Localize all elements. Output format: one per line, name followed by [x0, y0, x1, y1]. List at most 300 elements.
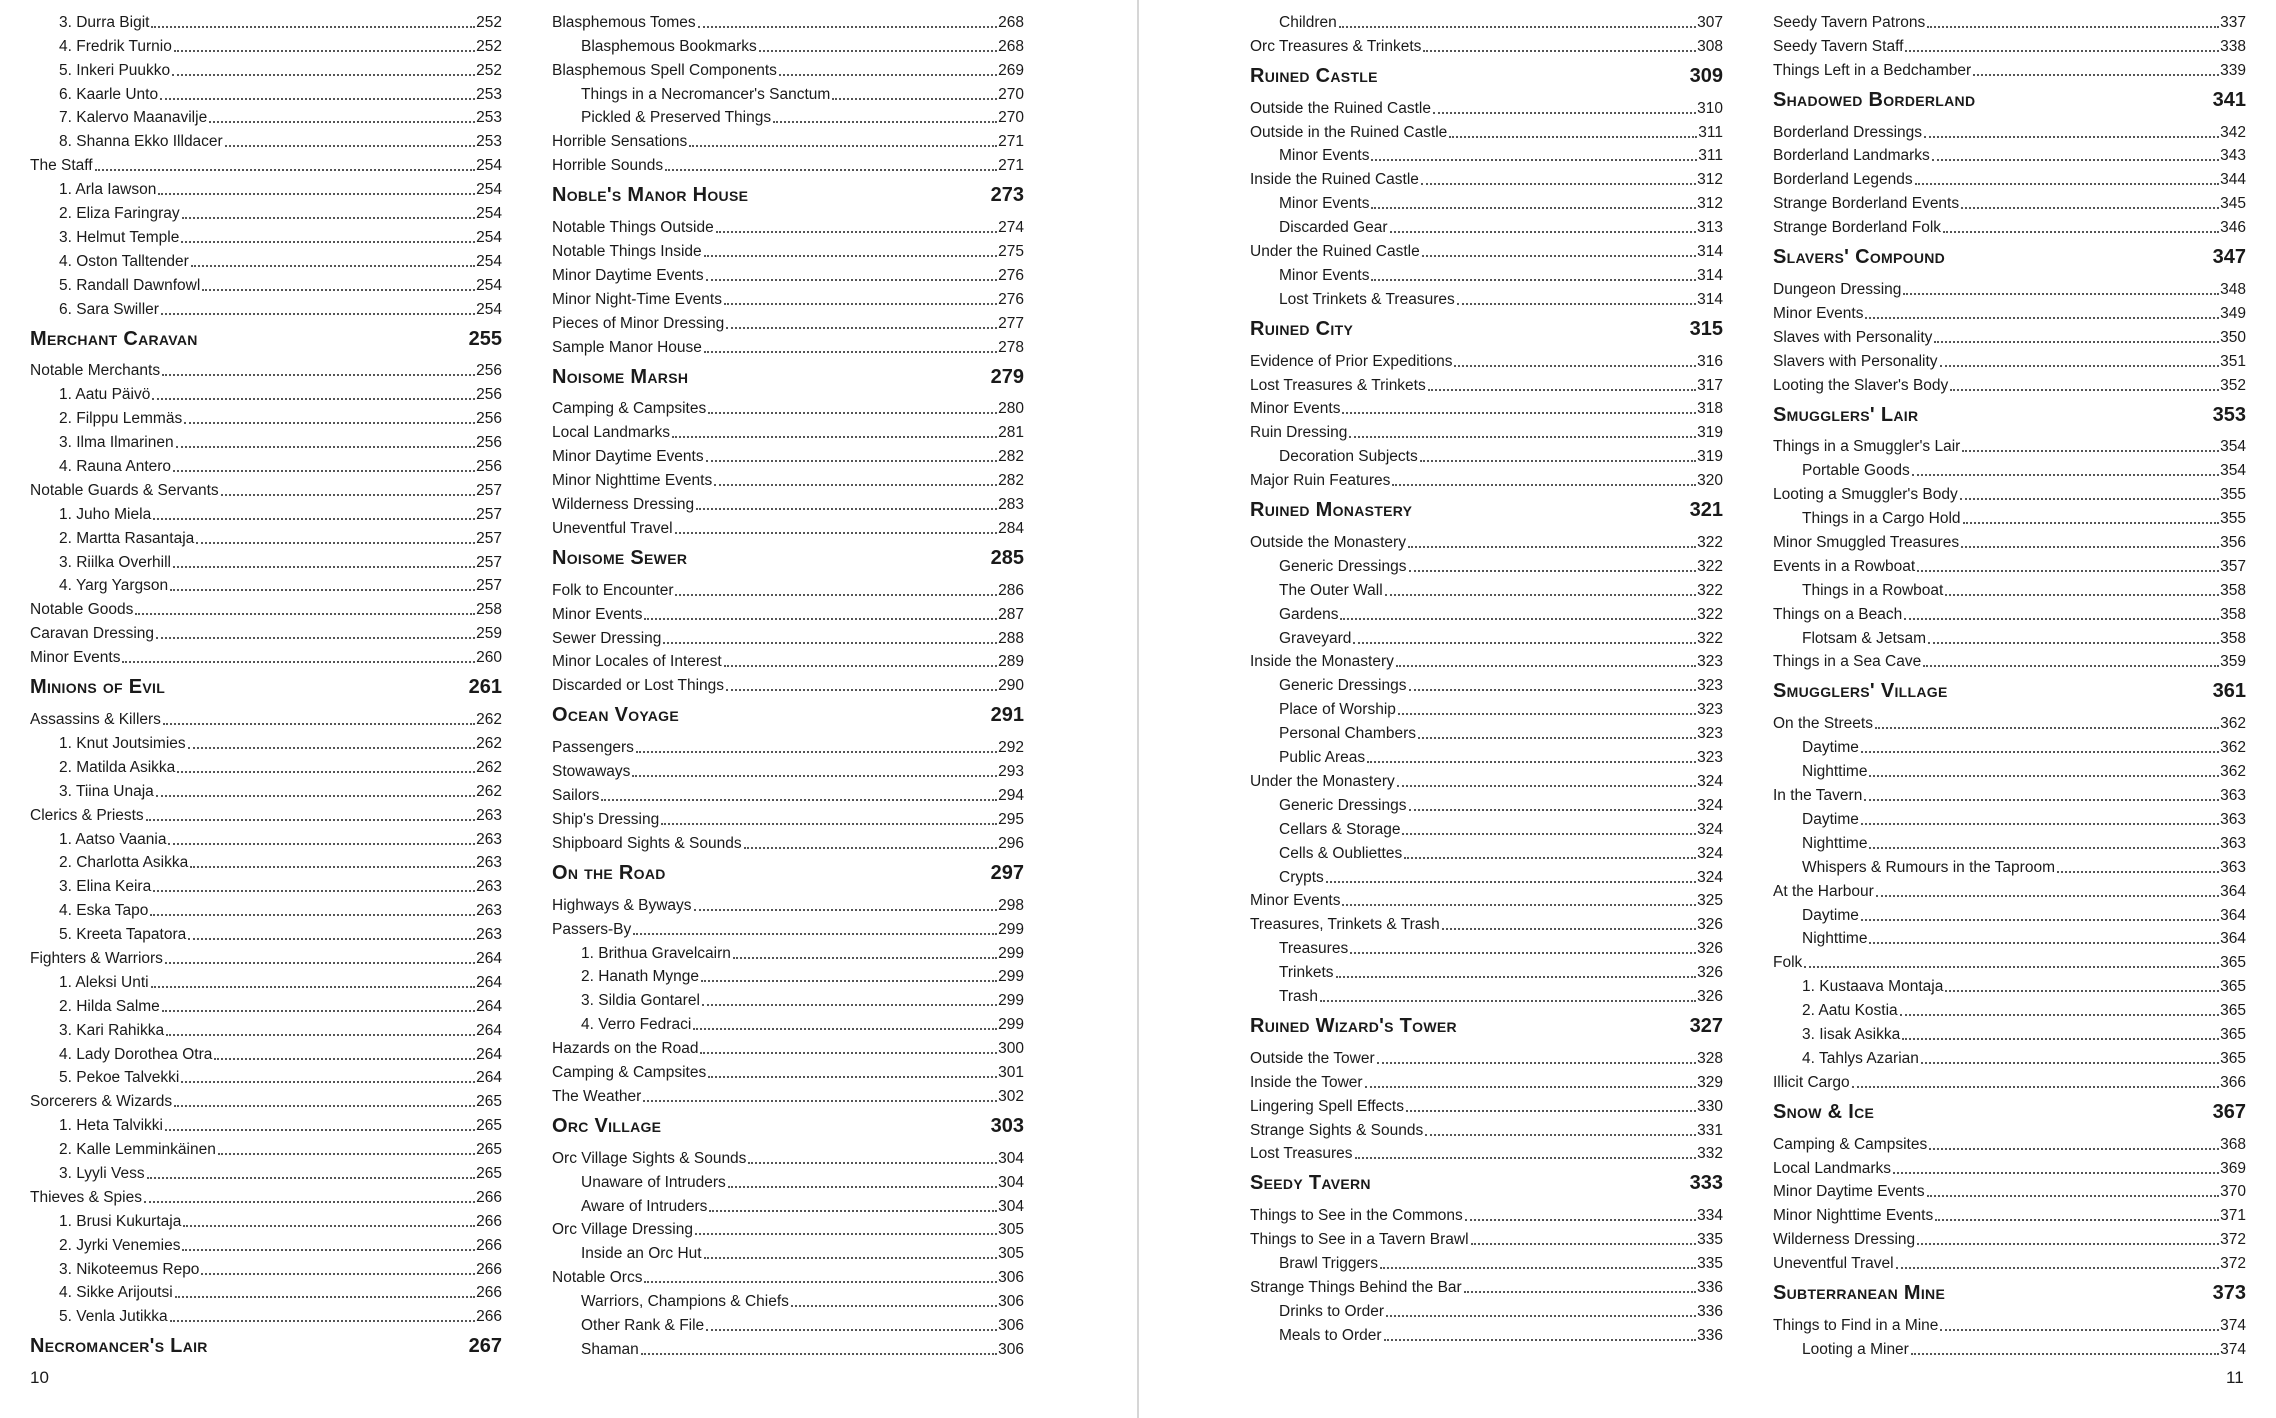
entry-page-number: 265 — [476, 1093, 502, 1111]
toc-subentry[interactable] — [1250, 840, 1723, 864]
entry-page-number: 326 — [1697, 940, 1723, 958]
toc-subentry[interactable] — [552, 940, 1024, 964]
dot-leader — [693, 1028, 997, 1030]
toc-entry[interactable] — [1773, 1155, 2246, 1179]
entry-page-number: 257 — [476, 553, 502, 571]
toc-subentry[interactable] — [30, 525, 502, 549]
entry-title: 6. Sara Swiller — [59, 300, 159, 318]
toc-subentry[interactable] — [1773, 854, 2246, 878]
toc-entry[interactable] — [1773, 372, 2246, 396]
dot-leader — [695, 1233, 997, 1235]
toc-subentry[interactable] — [30, 429, 502, 453]
dot-leader — [1442, 928, 1696, 930]
entry-title: Passers-By — [552, 920, 632, 938]
toc-subentry[interactable] — [30, 224, 502, 248]
toc-entry[interactable] — [552, 491, 1024, 515]
toc-entry[interactable] — [1250, 419, 1723, 443]
toc-subentry[interactable] — [30, 405, 502, 429]
entry-page-number: 323 — [1697, 677, 1723, 695]
toc-subentry[interactable] — [552, 1169, 1024, 1193]
toc-entry[interactable] — [1773, 276, 2246, 300]
toc-entry[interactable] — [1773, 1202, 2246, 1226]
toc-entry[interactable] — [1250, 166, 1723, 190]
toc-subentry[interactable] — [30, 730, 502, 754]
entry-title: Clerics & Priests — [30, 806, 144, 824]
toc-subentry[interactable] — [1250, 143, 1723, 167]
toc-entry[interactable] — [552, 128, 1024, 152]
toc-subentry[interactable] — [30, 1112, 502, 1136]
section-page-number: 309 — [1689, 64, 1723, 87]
toc-subentry[interactable] — [1250, 816, 1723, 840]
entry-title: Minor Daytime Events — [552, 266, 704, 284]
toc-subentry[interactable] — [1250, 696, 1723, 720]
toc-entry[interactable] — [1773, 434, 2246, 458]
toc-entry[interactable] — [552, 9, 1024, 33]
dot-leader — [172, 74, 475, 76]
dot-leader — [1421, 183, 1696, 185]
toc-entry[interactable] — [552, 1264, 1024, 1288]
toc-entry[interactable] — [1773, 214, 2246, 238]
entry-page-number: 252 — [476, 61, 502, 79]
toc-entry[interactable] — [1250, 1274, 1723, 1298]
toc-entry[interactable] — [1773, 1226, 2246, 1250]
toc-entry[interactable] — [552, 152, 1024, 176]
toc-subentry[interactable] — [30, 573, 502, 597]
toc-entry[interactable] — [1250, 372, 1723, 396]
toc-entry[interactable] — [1773, 1312, 2246, 1336]
entry-page-number: 352 — [2220, 376, 2246, 394]
toc-entry[interactable] — [1773, 481, 2246, 505]
toc-entry[interactable] — [552, 214, 1024, 238]
toc-section-heading[interactable] — [1773, 1277, 2246, 1310]
entry-page-number: 365 — [2220, 954, 2246, 972]
entry-title: 3. Kari Rahikka — [59, 1021, 165, 1039]
toc-entry[interactable] — [30, 945, 502, 969]
toc-entry[interactable] — [1773, 1179, 2246, 1203]
toc-section-heading[interactable] — [552, 1110, 1024, 1143]
toc-subentry[interactable] — [1250, 792, 1723, 816]
toc-entry[interactable] — [30, 152, 502, 176]
toc-entry[interactable] — [552, 625, 1024, 649]
toc-entry[interactable] — [552, 649, 1024, 673]
toc-entry[interactable] — [1250, 119, 1723, 143]
dot-leader — [1425, 1134, 1696, 1136]
entry-title: Evidence of Prior Expeditions — [1250, 352, 1453, 370]
entry-title: 2. Aatu Kostia — [1802, 1002, 1898, 1020]
toc-subentry[interactable] — [1773, 806, 2246, 830]
toc-subentry[interactable] — [30, 128, 502, 152]
toc-entry[interactable] — [1773, 1069, 2246, 1093]
entry-page-number: 269 — [998, 61, 1024, 79]
toc-entry[interactable] — [1773, 300, 2246, 324]
toc-subentry[interactable] — [1250, 262, 1723, 286]
dot-leader — [1929, 1148, 2219, 1150]
dot-leader — [700, 1052, 997, 1054]
entry-page-number: 263 — [476, 902, 502, 920]
toc-subentry[interactable] — [30, 1256, 502, 1280]
toc-subentry[interactable] — [30, 1208, 502, 1232]
toc-entry[interactable] — [1773, 1131, 2246, 1155]
toc-subentry[interactable] — [552, 1240, 1024, 1264]
toc-subentry[interactable] — [1250, 601, 1723, 625]
entry-page-number: 283 — [998, 496, 1024, 514]
section-title: Ocean Voyage — [552, 704, 680, 727]
entry-page-number: 363 — [2220, 834, 2246, 852]
toc-entry[interactable] — [1250, 1069, 1723, 1093]
toc-subentry[interactable] — [1773, 625, 2246, 649]
entry-page-number: 365 — [2220, 1002, 2246, 1020]
toc-subentry[interactable] — [552, 1011, 1024, 1035]
entry-title: 8. Shanna Ekko Illdacer — [59, 133, 223, 151]
toc-entry[interactable] — [552, 57, 1024, 81]
toc-entry[interactable] — [1250, 33, 1723, 57]
toc-subentry[interactable] — [1773, 577, 2246, 601]
dot-leader — [168, 843, 475, 845]
toc-entry[interactable] — [1773, 57, 2246, 81]
entry-title: 1. Aatso Vaania — [59, 830, 167, 848]
toc-subentry[interactable] — [1250, 720, 1723, 744]
toc-subentry[interactable] — [30, 248, 502, 272]
entry-title: Sample Manor House — [552, 338, 702, 356]
toc-entry[interactable] — [30, 358, 502, 382]
toc-subentry[interactable] — [30, 81, 502, 105]
toc-section-heading[interactable] — [1250, 494, 1723, 527]
toc-subentry[interactable] — [552, 1288, 1024, 1312]
toc-entry[interactable] — [1773, 324, 2246, 348]
dot-leader — [1349, 436, 1696, 438]
toc-subentry[interactable] — [1250, 553, 1723, 577]
section-title: Ruined City — [1250, 317, 1354, 340]
toc-section-heading[interactable] — [30, 1330, 502, 1363]
toc-section-heading[interactable] — [1250, 1167, 1723, 1200]
toc-subentry[interactable] — [1773, 973, 2246, 997]
toc-entry[interactable] — [552, 262, 1024, 286]
toc-subentry[interactable] — [30, 826, 502, 850]
dot-leader — [144, 1201, 475, 1203]
toc-entry[interactable] — [1250, 95, 1723, 119]
entry-title: Nighttime — [1802, 834, 1868, 852]
toc-subentry[interactable] — [30, 33, 502, 57]
toc-entry[interactable] — [30, 596, 502, 620]
toc-subentry[interactable] — [1250, 744, 1723, 768]
dot-leader — [151, 26, 475, 28]
toc-entry[interactable] — [1250, 888, 1723, 912]
toc-section-heading[interactable] — [1773, 675, 2246, 708]
entry-page-number: 266 — [476, 1260, 502, 1278]
toc-subentry[interactable] — [552, 964, 1024, 988]
dot-leader — [175, 1296, 475, 1298]
toc-subentry[interactable] — [30, 1017, 502, 1041]
toc-subentry[interactable] — [30, 1160, 502, 1184]
toc-subentry[interactable] — [1773, 758, 2246, 782]
dot-leader — [1371, 207, 1696, 209]
toc-subentry[interactable] — [1250, 935, 1723, 959]
toc-entry[interactable] — [552, 334, 1024, 358]
dot-leader — [1852, 1086, 2219, 1088]
toc-section-heading[interactable] — [1773, 1096, 2246, 1129]
entry-page-number: 293 — [998, 763, 1024, 781]
toc-entry[interactable] — [1250, 1226, 1723, 1250]
toc-entry[interactable] — [30, 1184, 502, 1208]
toc-section-heading[interactable] — [30, 671, 502, 704]
entry-title: 2. Hanath Mynge — [581, 968, 700, 986]
entry-title: Personal Chambers — [1279, 725, 1416, 743]
toc-subentry[interactable] — [30, 1280, 502, 1304]
toc-entry[interactable] — [552, 1035, 1024, 1059]
entry-page-number: 306 — [998, 1293, 1024, 1311]
toc-subentry[interactable] — [30, 105, 502, 129]
toc-section-heading[interactable] — [552, 699, 1024, 732]
entry-page-number: 370 — [2220, 1183, 2246, 1201]
toc-subentry[interactable] — [30, 296, 502, 320]
toc-entry[interactable] — [1773, 529, 2246, 553]
toc-subentry[interactable] — [1250, 443, 1723, 467]
toc-section-heading[interactable] — [552, 179, 1024, 212]
toc-entry[interactable] — [1773, 1250, 2246, 1274]
toc-entry[interactable] — [1773, 166, 2246, 190]
toc-entry[interactable] — [1773, 119, 2246, 143]
toc-entry[interactable] — [1773, 553, 2246, 577]
entry-page-number: 346 — [2220, 219, 2246, 237]
toc-entry[interactable] — [552, 286, 1024, 310]
toc-entry[interactable] — [30, 802, 502, 826]
toc-subentry[interactable] — [1250, 1298, 1723, 1322]
toc-subentry[interactable] — [30, 993, 502, 1017]
toc-subentry[interactable] — [30, 897, 502, 921]
toc-subentry[interactable] — [1773, 505, 2246, 529]
toc-subentry[interactable] — [30, 873, 502, 897]
toc-entry[interactable] — [1773, 649, 2246, 673]
toc-subentry[interactable] — [30, 549, 502, 573]
toc-entry[interactable] — [1250, 768, 1723, 792]
toc-subentry[interactable] — [30, 1303, 502, 1327]
toc-entry[interactable] — [552, 577, 1024, 601]
toc-subentry[interactable] — [30, 921, 502, 945]
toc-subentry[interactable] — [1773, 457, 2246, 481]
entry-title: 5. Inkeri Puukko — [59, 61, 171, 79]
toc-entry[interactable] — [30, 706, 502, 730]
dot-leader — [1945, 990, 2219, 992]
entry-title: Meals to Order — [1279, 1326, 1382, 1344]
entry-page-number: 270 — [998, 109, 1024, 127]
toc-entry[interactable] — [1773, 878, 2246, 902]
entry-page-number: 336 — [1697, 1326, 1723, 1344]
toc-entry[interactable] — [552, 1217, 1024, 1241]
toc-subentry[interactable] — [552, 33, 1024, 57]
toc-entry[interactable] — [1250, 1202, 1723, 1226]
toc-subentry[interactable] — [1773, 734, 2246, 758]
toc-entry[interactable] — [552, 601, 1024, 625]
entry-page-number: 268 — [998, 13, 1024, 31]
toc-entry[interactable] — [552, 467, 1024, 491]
toc-entry[interactable] — [1250, 1141, 1723, 1165]
entry-page-number: 254 — [476, 181, 502, 199]
toc-entry[interactable] — [1773, 33, 2246, 57]
entry-title: Under the Ruined Castle — [1250, 243, 1420, 261]
toc-subentry[interactable] — [1773, 997, 2246, 1021]
entry-title: Strange Borderland Folk — [1773, 219, 1942, 237]
toc-section-heading[interactable] — [552, 361, 1024, 394]
toc-subentry[interactable] — [552, 987, 1024, 1011]
toc-entry[interactable] — [552, 830, 1024, 854]
toc-entry[interactable] — [552, 806, 1024, 830]
toc-subentry[interactable] — [1773, 1021, 2246, 1045]
entry-title: 4. Rauna Antero — [59, 458, 172, 476]
toc-subentry[interactable] — [552, 81, 1024, 105]
toc-section-heading[interactable] — [1250, 313, 1723, 346]
toc-entry[interactable] — [552, 734, 1024, 758]
toc-subentry[interactable] — [1250, 214, 1723, 238]
entry-page-number: 258 — [476, 601, 502, 619]
toc-subentry[interactable] — [1250, 1250, 1723, 1274]
toc-subentry[interactable] — [30, 9, 502, 33]
toc-subentry[interactable] — [30, 272, 502, 296]
entry-page-number: 263 — [476, 926, 502, 944]
toc-subentry[interactable] — [1250, 9, 1723, 33]
toc-subentry[interactable] — [552, 1336, 1024, 1360]
toc-entry[interactable] — [1250, 649, 1723, 673]
toc-subentry[interactable] — [30, 176, 502, 200]
toc-subentry[interactable] — [1250, 983, 1723, 1007]
toc-entry[interactable] — [30, 1088, 502, 1112]
entry-page-number: 345 — [2220, 195, 2246, 213]
toc-subentry[interactable] — [1773, 830, 2246, 854]
toc-entry[interactable] — [552, 1145, 1024, 1169]
toc-entry[interactable] — [552, 1083, 1024, 1107]
toc-entry[interactable] — [1773, 348, 2246, 372]
entry-page-number: 323 — [1697, 653, 1723, 671]
toc-entry[interactable] — [1773, 782, 2246, 806]
toc-subentry[interactable] — [30, 501, 502, 525]
toc-entry[interactable] — [30, 477, 502, 501]
toc-entry[interactable] — [30, 644, 502, 668]
toc-subentry[interactable] — [30, 1065, 502, 1089]
toc-subentry[interactable] — [30, 1136, 502, 1160]
entry-page-number: 362 — [2220, 763, 2246, 781]
dot-leader — [1420, 460, 1696, 462]
dot-leader — [135, 613, 475, 615]
toc-section-heading[interactable] — [552, 857, 1024, 890]
toc-subentry[interactable] — [30, 453, 502, 477]
dot-leader — [153, 890, 475, 892]
toc-section-heading[interactable] — [552, 542, 1024, 575]
toc-section-heading[interactable] — [1773, 84, 2246, 117]
entry-page-number: 276 — [998, 266, 1024, 284]
toc-section-heading[interactable] — [1250, 60, 1723, 93]
toc-entry[interactable] — [1773, 710, 2246, 734]
toc-entry[interactable] — [1773, 601, 2246, 625]
toc-subentry[interactable] — [30, 1041, 502, 1065]
toc-entry[interactable] — [1773, 143, 2246, 167]
toc-entry[interactable] — [1250, 529, 1723, 553]
dot-leader — [696, 508, 997, 510]
toc-section-heading[interactable] — [1250, 1010, 1723, 1043]
toc-subentry[interactable] — [1250, 577, 1723, 601]
entry-title: Seedy Tavern Staff — [1773, 37, 1904, 55]
toc-entry[interactable] — [1773, 190, 2246, 214]
toc-entry[interactable] — [1250, 238, 1723, 262]
toc-subentry[interactable] — [1250, 864, 1723, 888]
entry-title: Orc Village Sights & Sounds — [552, 1149, 747, 1167]
toc-subentry[interactable] — [1773, 1045, 2246, 1069]
toc-entry[interactable] — [552, 443, 1024, 467]
toc-subentry[interactable] — [30, 1232, 502, 1256]
toc-entry[interactable] — [552, 310, 1024, 334]
entry-page-number: 282 — [998, 448, 1024, 466]
toc-subentry[interactable] — [1773, 926, 2246, 950]
toc-subentry[interactable] — [30, 969, 502, 993]
toc-entry[interactable] — [1773, 949, 2246, 973]
entry-page-number: 271 — [998, 133, 1024, 151]
dot-leader — [1433, 112, 1696, 114]
toc-entry[interactable] — [552, 758, 1024, 782]
toc-entry[interactable] — [1250, 467, 1723, 491]
toc-subentry[interactable] — [1250, 1322, 1723, 1346]
entry-title: 3. Nikoteemus Repo — [59, 1260, 200, 1278]
toc-entry[interactable] — [1250, 1117, 1723, 1141]
toc-entry[interactable] — [1250, 1045, 1723, 1069]
toc-subentry[interactable] — [1250, 959, 1723, 983]
toc-subentry[interactable] — [552, 105, 1024, 129]
entry-page-number: 292 — [998, 739, 1024, 757]
entry-title: Local Landmarks — [1773, 1159, 1892, 1177]
toc-entry[interactable] — [1250, 911, 1723, 935]
toc-entry[interactable] — [30, 620, 502, 644]
entry-page-number: 349 — [2220, 304, 2246, 322]
entry-page-number: 253 — [476, 85, 502, 103]
toc-subentry[interactable] — [1250, 625, 1723, 649]
toc-subentry[interactable] — [1773, 1336, 2246, 1360]
toc-subentry[interactable] — [30, 57, 502, 81]
toc-section-heading[interactable] — [1773, 399, 2246, 432]
toc-subentry[interactable] — [1773, 902, 2246, 926]
toc-entry[interactable] — [1773, 9, 2246, 33]
entry-page-number: 319 — [1697, 424, 1723, 442]
toc-entry[interactable] — [552, 515, 1024, 539]
toc-subentry[interactable] — [30, 200, 502, 224]
entry-page-number: 306 — [998, 1269, 1024, 1287]
toc-subentry[interactable] — [1250, 286, 1723, 310]
toc-subentry[interactable] — [30, 381, 502, 405]
toc-entry[interactable] — [552, 916, 1024, 940]
toc-entry[interactable] — [1250, 1093, 1723, 1117]
dot-leader — [1911, 1353, 2219, 1355]
toc-section-heading[interactable] — [30, 323, 502, 356]
toc-subentry[interactable] — [1250, 672, 1723, 696]
toc-entry[interactable] — [552, 238, 1024, 262]
toc-subentry[interactable] — [30, 754, 502, 778]
entry-title: 3. Helmut Temple — [59, 228, 180, 246]
toc-section-heading[interactable] — [1773, 241, 2246, 274]
toc-entry[interactable] — [552, 396, 1024, 420]
toc-entry[interactable] — [552, 1059, 1024, 1083]
toc-entry[interactable] — [552, 892, 1024, 916]
toc-entry[interactable] — [1250, 348, 1723, 372]
dot-leader — [724, 303, 997, 305]
toc-entry[interactable] — [1250, 396, 1723, 420]
toc-subentry[interactable] — [552, 1312, 1024, 1336]
toc-subentry[interactable] — [30, 850, 502, 874]
toc-subentry[interactable] — [552, 1193, 1024, 1217]
toc-subentry[interactable] — [30, 778, 502, 802]
toc-subentry[interactable] — [1250, 190, 1723, 214]
dot-leader — [726, 327, 997, 329]
toc-entry[interactable] — [552, 782, 1024, 806]
toc-entry[interactable] — [552, 419, 1024, 443]
dot-leader — [122, 661, 475, 663]
dot-leader — [698, 26, 998, 28]
toc-entry[interactable] — [552, 672, 1024, 696]
